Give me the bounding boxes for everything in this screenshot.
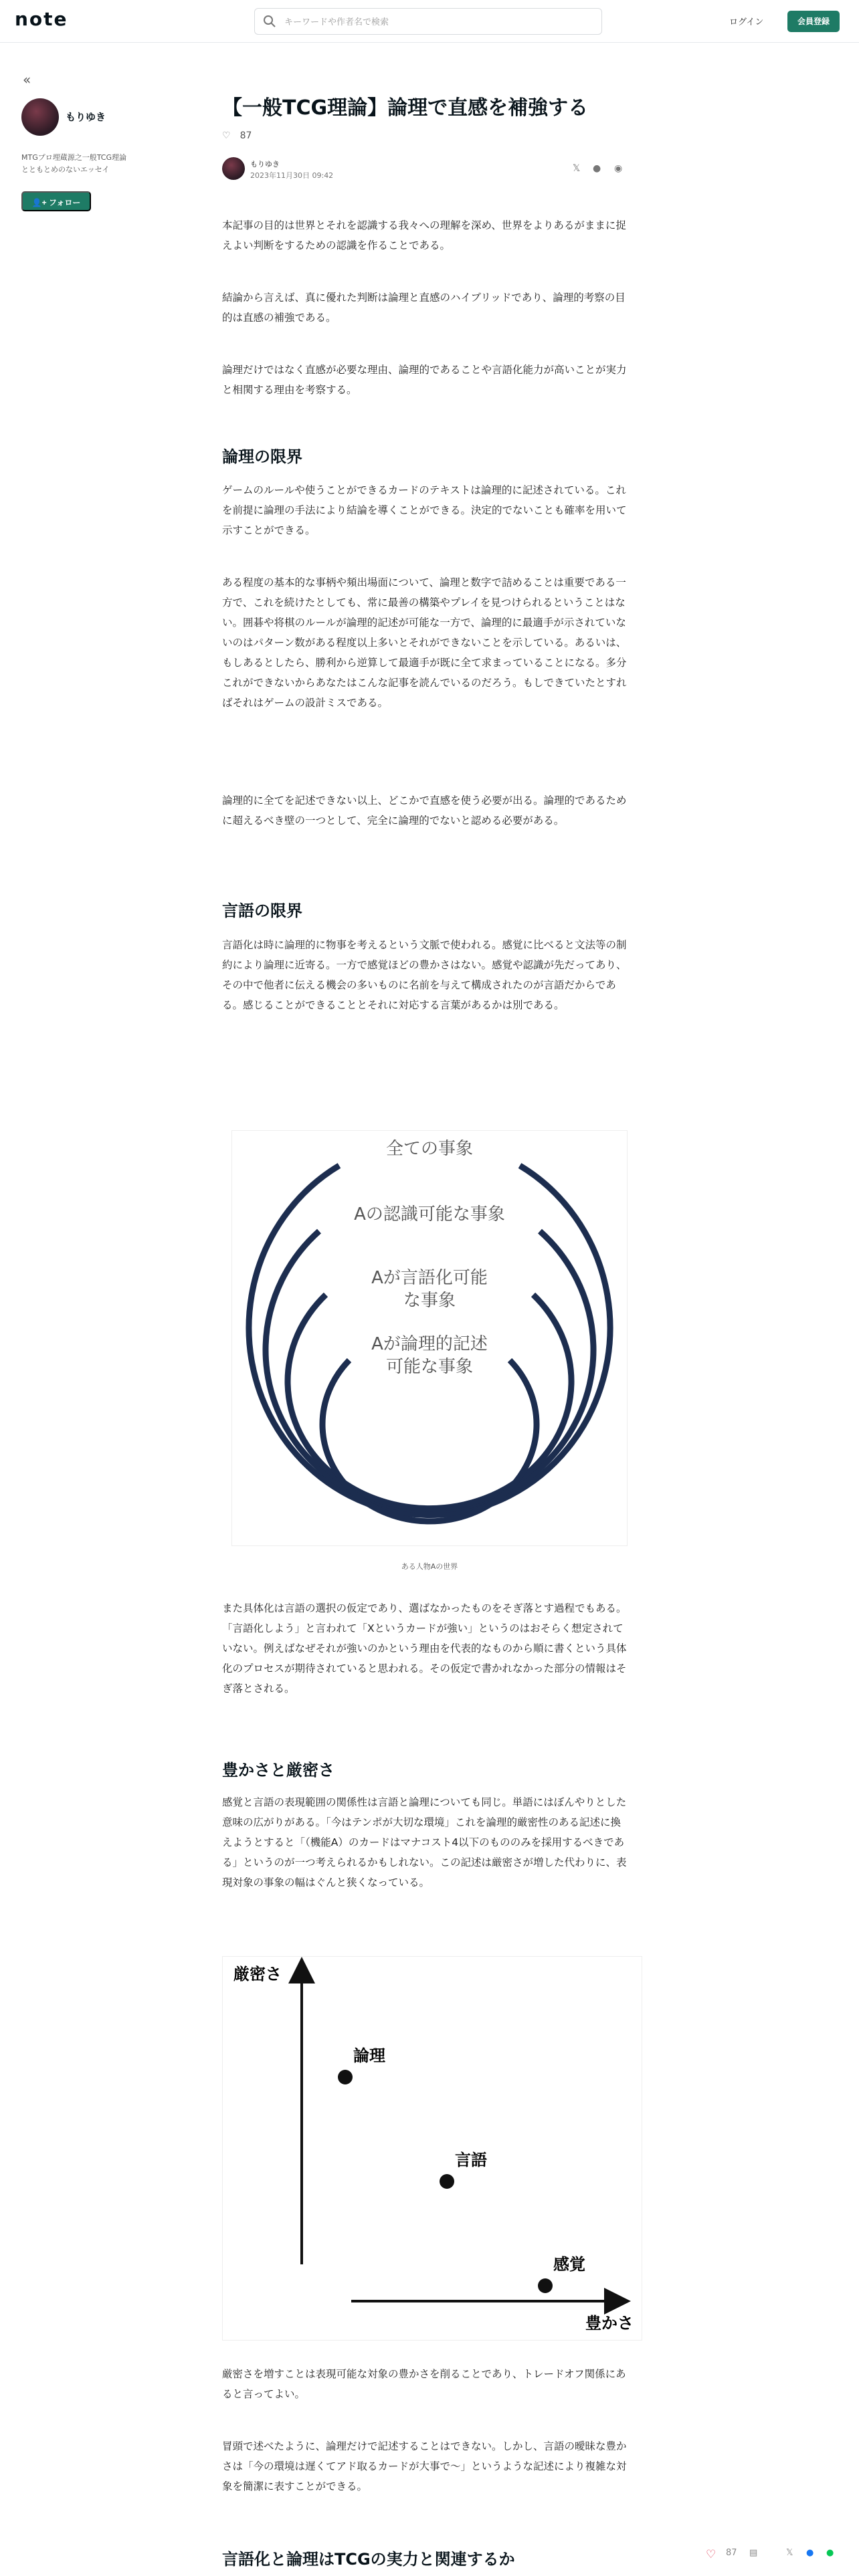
bottom-x-share-icon[interactable]: 𝕏 xyxy=(786,2548,793,2558)
verbalizable-events-label-2: な事象 xyxy=(403,1291,456,1311)
follow-label: フォロー xyxy=(48,198,81,207)
section-heading: 論理の限界 xyxy=(222,447,302,466)
x-axis-label: 豊かさ xyxy=(585,2314,634,2333)
point-1 xyxy=(440,2174,454,2189)
y-axis-label: 厳密さ xyxy=(233,1965,282,1983)
x-share-icon[interactable]: 𝕏 xyxy=(573,163,581,174)
plotted-points xyxy=(338,2046,585,2293)
logical-events-label-1: Aが論理的記述 xyxy=(371,1334,488,1354)
paragraph: 論理だけではなく直感が必要な理由、論理的であることや言語化能力が高いことが実力と相関する理由を考察する。 xyxy=(222,364,627,396)
all-events-label: 全ての事象 xyxy=(385,1139,474,1159)
magazine-add-icon[interactable]: ▤ xyxy=(749,2548,758,2558)
author-bio: MTGプロ埋蔵源之一般TCG理論とともとめのないエッセイ xyxy=(21,153,127,174)
add-user-icon: 👤+ xyxy=(31,198,49,207)
paragraph: 本記事の目的は世界とそれを認識する我々への理解を深め、世界をよりあるがままに捉えよい判断をするための認識を作ることである。 xyxy=(222,219,626,251)
line-share-icon[interactable]: ◉ xyxy=(614,163,623,174)
bottom-like-count: 87 xyxy=(726,2548,737,2558)
heart-icon: ♡ xyxy=(222,130,231,141)
collapse-sidebar-icon[interactable]: « xyxy=(23,72,31,88)
point-2 xyxy=(538,2278,553,2293)
like-count-top[interactable] xyxy=(222,130,252,141)
search-icon xyxy=(263,15,276,28)
article-title: 【一般TCG理論】論理で直感を補強する xyxy=(222,96,589,120)
figure-caption: ある人物Aの世界 xyxy=(401,1562,458,1571)
point-label-1: 言語 xyxy=(455,2151,487,2169)
bottom-facebook-icon[interactable]: ● xyxy=(806,2548,814,2558)
logical-events-label-2: 可能な事象 xyxy=(385,1357,474,1377)
paragraph: 結論から言えば、真に優れた判断は論理と直感のハイブリッドであり、論理的考察の目的は直感の補強である。 xyxy=(222,292,626,324)
paragraph: 論理的に全てを記述できない以上、どこかで直感を使う必要が出る。論理的であるために超えるべき壁の一つとして、完全に論理的でないと認める必要がある。 xyxy=(222,794,627,827)
author-avatar[interactable] xyxy=(21,98,59,136)
paragraph: 感覚と言語の表現範囲の関係性は言語と論理についても同じ。単語にはぼんやりとした意味の広がりがある。「今はテンポが大切な環境」これを論理的厳密性のある記述に換えようとすると「（機能A）のカードはマナコスト4以下のもののみを採用するべきである」というのが一つ考えられるかもしれない。この記述は厳密さが増した代わりに、表現対象の事象の幅はぐんと狭くなっている。 xyxy=(222,1796,627,1889)
like-heart-icon[interactable]: ♡ xyxy=(706,2548,717,2561)
strictness-richness-figure xyxy=(222,1956,642,2341)
meta-author-name[interactable]: もりゆき xyxy=(250,160,280,169)
follow-button[interactable] xyxy=(21,191,91,211)
top-navigation xyxy=(0,0,859,43)
login-link[interactable]: ログイン xyxy=(729,17,764,27)
nested-sets-figure xyxy=(231,1130,628,1546)
logical-set-outline xyxy=(322,1360,537,1521)
paragraph: また具体化は言語の選択の仮定であり、選ばなかったものをそぎ落とす過程でもある。「言語化しよう」と言われて「Xというカードが強い」というのはおそらく想定されていない。例えばなぜそれが強いのかという理由を代表的なものから順に書くという具体化のプロセスが期待されていると思われる。その仮定で書かれなかった部分の情報はそぎ落とされる。 xyxy=(222,1602,627,1695)
nested-sets-diagram xyxy=(232,1131,627,1545)
publish-date: 2023年11月30日 09:42 xyxy=(250,171,334,180)
section-heading: 言語の限界 xyxy=(222,901,302,920)
meta-author-avatar[interactable] xyxy=(222,157,245,180)
search-box[interactable] xyxy=(254,8,602,35)
paragraph: 冒頭で述べたように、論理だけで記述することはできない。しかし、言語の曖昧な豊かさは「今の環境は遅くてアド取るカードが大事で〜」というような記述により複雑な対象を簡潔に表すことができる。 xyxy=(222,2440,627,2492)
paragraph: 言語化は時に論理的に物事を考えるという文脈で使われる。感覚に比べると文法等の制約により論理に近寄る。一方で感覚ほどの豊かさはない。感覚や認識が先だってあり、その中で他者に伝える機会の多いものに名前を与えて構成されたのが言語だからである。感じることができることとそれに対応する言葉があるかは別である。 xyxy=(222,939,627,1011)
section-heading: 言語化と論理はTCGの実力と関連するか xyxy=(222,2550,515,2569)
verbalizable-events-label-1: Aが言語化可能 xyxy=(371,1268,488,1288)
bottom-line-icon[interactable]: ● xyxy=(826,2548,834,2558)
like-count: 87 xyxy=(240,130,252,141)
paragraph: ある程度の基本的な事柄や頻出場面について、論理と数字で詰めることは重要である一方で、これを続けたとしても、常に最善の構築やプレイを見つけられるということはない。囲碁や将棋のルールが論理的記述が可能な一方で、論理的に最適手が示されていないのはパターン数がある程度以上多いとそれができないことを示している。あるいは、もしあるとしたら、勝利から逆算して最適手が既に全て求まっていることになる。多分これができないからあなたはこんな記事を読んでいるのだろう。もしできていたとすればそれはゲームの設計ミスである。 xyxy=(222,576,627,709)
signup-button[interactable]: 会員登録 xyxy=(787,11,840,32)
note-logo[interactable]: note xyxy=(15,8,68,30)
paragraph: ゲームのルールや使うことができるカードのテキストは論理的に記述されている。これを前提に論理の手法により結論を導くことができる。決定的でないことも確率を用いて示すことができる。 xyxy=(222,484,627,536)
recognizable-events-label: Aの認識可能な事象 xyxy=(354,1204,505,1224)
strictness-richness-diagram xyxy=(223,1957,642,2340)
point-label-0: 論理 xyxy=(353,2046,385,2065)
search-input[interactable] xyxy=(284,14,592,30)
point-0 xyxy=(338,2070,353,2084)
point-label-2: 感覚 xyxy=(553,2255,585,2274)
section-heading: 豊かさと厳密さ xyxy=(222,1761,335,1780)
author-name[interactable]: もりゆき xyxy=(66,111,106,123)
facebook-share-icon[interactable]: ● xyxy=(593,163,601,174)
paragraph: 厳密さを増すことは表現可能な対象の豊かさを削ることであり、トレードオフ関係にあると言ってよい。 xyxy=(222,2368,626,2400)
